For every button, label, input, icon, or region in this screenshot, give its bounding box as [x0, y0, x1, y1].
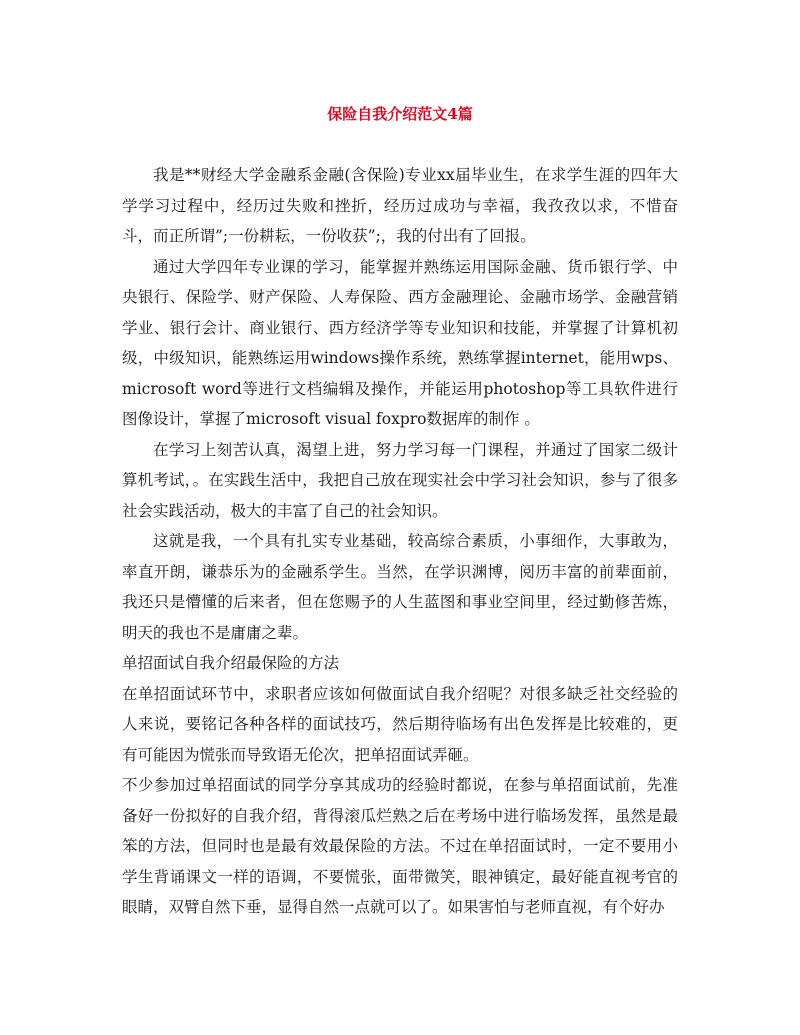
- section-heading: 单招面试自我介绍最保险的方法: [122, 654, 340, 672]
- body-paragraph: 这就是我，一个具有扎实专业基础，较高综合素质，小事细作，大事敢为，率直开朗，谦恭乐为的金融系学生。当然，在学识渊博，阅历丰富的前辈面前，我还只是懵懂的后来者，但在您赐予的人生蓝图和事业空间里，经过勤修苦炼，明天的我也不是庸庸之辈。: [122, 532, 678, 642]
- document-title: 保险自我介绍范文4篇: [327, 105, 473, 123]
- section-paragraph: 在单招面试环节中，求职者应该如何做面试自我介绍呢？对很多缺乏社交经验的人来说，要铭记各种各样的面试技巧，然后期待临场有出色发挥是比较难的，更有可能因为慌张而导致语无伦次，把单招面试弄砸。: [122, 684, 678, 764]
- body-paragraph: 我是**财经大学金融系金融(含保险)专业xx届毕业生，在求学生涯的四年大学学习过程中，经历过失败和挫折，经历过成功与幸福，我孜孜以求，不惜奋斗，而正所谓”;一份耕耘，一份收获”;，我的付出有了回报。: [122, 166, 678, 245]
- section-paragraph: 不少参加过单招面试的同学分享其成功的经验时都说，在参与单招面试前，先准备好一份拟好的自我介绍，背得滚瓜烂熟之后在考场中进行临场发挥，虽然是最笨的方法，但同时也是最有效最保险的方法。不过在单招面试时，一定不要用小学生背诵课文一样的语调，不要慌张，面带微笑，眼神镇定，最好能直视考官的眼睛，双臂自然下垂，显得自然一点就可以了。如果害怕与老师直视，有个好办: [122, 776, 678, 916]
- document-body: [122, 160, 678, 923]
- body-paragraph: 在学习上刻苦认真，渴望上进，努力学习每一门课程，并通过了国家二级计算机考试，。在实践生活中，我把自己放在现实社会中学习社会知识，参与了很多社会实践活动，极大的丰富了自己的社会知识。: [122, 440, 678, 520]
- body-paragraph: 通过大学四年专业课的学习，能掌握并熟练运用国际金融、货币银行学、中央银行、保险学、财产保险、人寿保险、西方金融理论、金融市场学、金融营销学业、银行会计、商业银行、西方经济学等专业知识和技能，并掌握了计算机初级，中级知识，能熟练运用windows操作系统，熟练掌握internet，能用wps、microsoft word等进行文档编辑及操作，并能运用photoshop等工具软件进行图像设计，掌握了microsoft visual foxpro数据库的制作 。: [122, 257, 678, 428]
